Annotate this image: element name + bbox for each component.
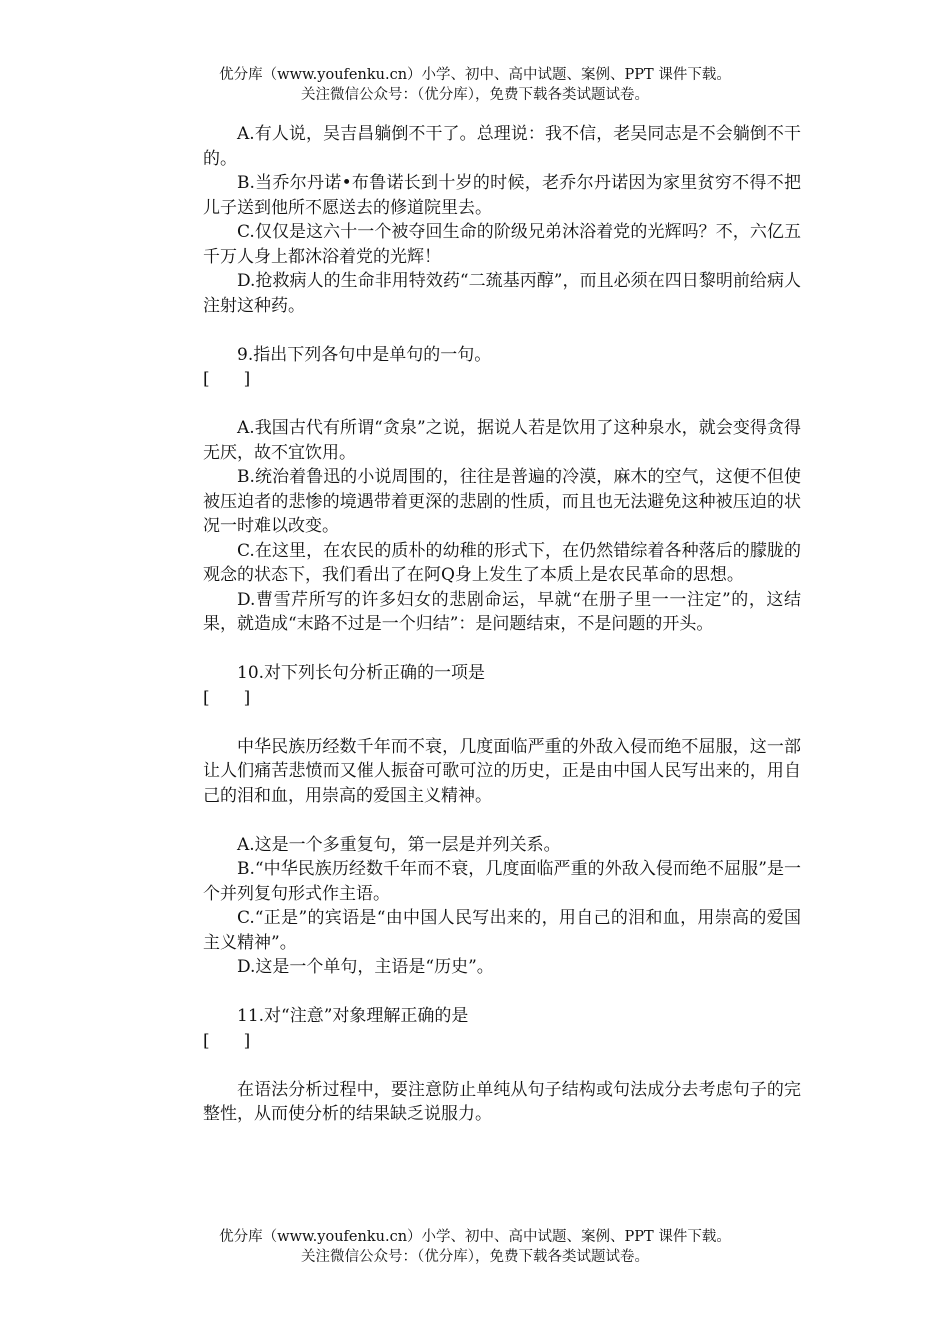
- document-body: [203, 122, 801, 1127]
- header-line-1: 优分库（www.youfenku.cn）小学、初中、高中试题、案例、PPT 课件下载。: [219, 67, 731, 83]
- q9-option-b: B.统治着鲁迅的小说周围的，往往是普遍的冷漠，麻木的空气，这便不但使被压迫者的悲惨的境遇带着更深的悲剧的性质，而且也无法避免这种被压迫的状况一时难以改变。: [203, 467, 801, 536]
- q9-option-c: C.在这里，在农民的质朴的幼稚的形式下，在仍然错综着各种落后的朦胧的观念的状态下，我们看出了在阿Q身上发生了本质上是农民革命的思想。: [203, 540, 801, 585]
- q9-option-a: A.我国古代有所谓“贪泉”之说，据说人若是饮用了这种泉水，就会变得贪得无厌，故不宜饮用。: [203, 418, 801, 463]
- q8-option-b: B.当乔尔丹诺•布鲁诺长到十岁的时候，老乔尔丹诺因为家里贫穷不得不把儿子送到他所不愿送去的修道院里去。: [203, 173, 801, 218]
- q8-option-a: A.有人说，吴吉昌躺倒不干了。总理说：我不信，老吴同志是不会躺倒不干的。: [203, 124, 801, 169]
- q10-option-d: D.这是一个单句，主语是“历史”。: [237, 957, 494, 977]
- page-footer: [0, 1227, 950, 1267]
- q11-answer-bracket: [ ]: [203, 1030, 251, 1051]
- q9-stem: 9.指出下列各句中是单句的一句。: [237, 344, 492, 365]
- q8-option-c: C.仅仅是这六十一个被夺回生命的阶级兄弟沐浴着党的光辉吗？不，六亿五千万人身上都沐浴着党的光辉！: [203, 222, 801, 267]
- q10-passage: 中华民族历经数千年而不衰，几度面临严重的外敌入侵而绝不屈服，这一部让人们痛苦悲愤而又催人振奋可歌可泣的历史，正是由中国人民写出来的，用自己的泪和血，用崇高的爱国主义精神。: [203, 736, 801, 806]
- q11-passage: 在语法分析过程中，要注意防止单纯从句子结构或句法成分去考虑句子的完整性，从而使分析的结果缺乏说服力。: [203, 1079, 801, 1124]
- q10-option-c: C.“正是”的宾语是“由中国人民写出来的，用自己的泪和血，用崇高的爱国主义精神”。: [203, 908, 801, 953]
- q10-stem: 10.对下列长句分析正确的一项是: [237, 663, 486, 683]
- q8-option-d: D.抢救病人的生命非用特效药“二巯基丙醇”，而且必须在四日黎明前给病人注射这种药。: [203, 271, 801, 316]
- q9-option-d: D.曹雪芹所写的许多妇女的悲剧命运，早就“在册子里一一注定”的，这结果，就造成“末路不过是一个归结”：是问题结束，不是问题的开头。: [203, 589, 801, 634]
- q10-option-b: B.“中华民族历经数千年而不衰，几度面临严重的外敌入侵而绝不屈服”是一个并列复句形式作主语。: [203, 859, 801, 904]
- q9-answer-bracket: [ ]: [203, 369, 251, 389]
- q10-answer-bracket: [ ]: [203, 687, 251, 708]
- footer-line-1: 优分库（www.youfenku.cn）小学、初中、高中试题、案例、PPT 课件下载。: [219, 1229, 731, 1245]
- header-line-2: 关注微信公众号：（优分库），免费下载各类试题试卷。: [301, 87, 649, 103]
- q11-stem: 11.对“注意”对象理解正确的是: [237, 1006, 469, 1026]
- q10-option-a: A.这是一个多重复句，第一层是并列关系。: [237, 834, 561, 855]
- footer-line-2: 关注微信公众号：（优分库），免费下载各类试题试卷。: [301, 1249, 649, 1265]
- page-header: [0, 65, 950, 105]
